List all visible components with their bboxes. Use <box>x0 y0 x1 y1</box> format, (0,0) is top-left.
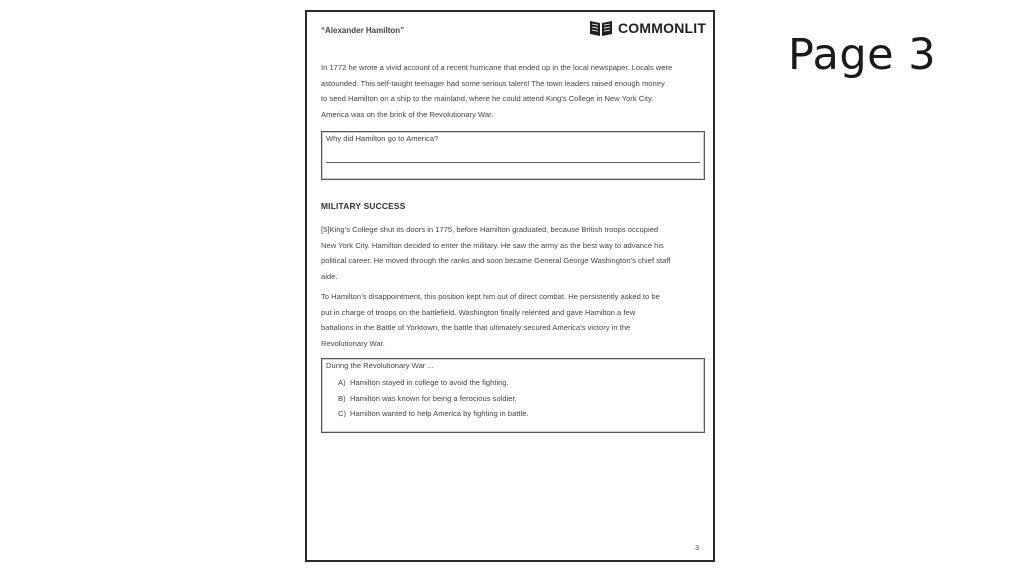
paragraph-3-line: Revolutionary War. <box>321 338 385 348</box>
choice-b[interactable] <box>322 391 704 407</box>
open-book-icon <box>589 19 613 37</box>
paragraph-2-line: aide. <box>321 271 338 281</box>
choice-letter: C) <box>338 409 347 418</box>
paragraph-3-line: To Hamilton’s disappointment, this position kept him out of direct combat. He persistently asked to be <box>321 292 660 301</box>
paragraph-1-line: astounded. This self-taught teenager had some serious talent! The town leaders raised enough money <box>321 78 665 88</box>
paragraph-3-line: put in charge of troops on the battlefield. Washington finally relented and gave Hamilton a few <box>321 307 636 317</box>
page-number: 3 <box>695 545 699 552</box>
choice-letter: B) <box>338 393 346 403</box>
choice-c[interactable] <box>322 406 704 422</box>
document-page <box>305 10 715 562</box>
choice-text: Hamilton was known for being a ferocious soldier. <box>350 393 517 403</box>
paragraph-2-line: New York City. Hamilton decided to enter the military. He saw the army as the best way to advance his <box>321 240 664 250</box>
choice-a[interactable] <box>322 375 704 391</box>
section-heading: MILITARY SUCCESS <box>321 201 406 211</box>
paragraph-1 <box>321 60 705 122</box>
choice-letter: A) <box>338 378 346 387</box>
slide-title: Page 3 <box>788 30 937 80</box>
choice-list <box>322 375 704 422</box>
question-1-box <box>321 131 705 180</box>
answer-line[interactable] <box>326 162 700 163</box>
paragraph-2 <box>321 222 705 284</box>
document-title: “Alexander Hamilton” <box>321 26 405 35</box>
commonlit-logo <box>589 18 706 38</box>
paragraph-3 <box>321 289 705 351</box>
choice-text: Hamilton stayed in college to avoid the fighting. <box>350 378 509 387</box>
question-2-box <box>321 358 705 433</box>
paragraph-1-line: America was on the brink of the Revolutionary War. <box>321 109 494 119</box>
question-1-prompt: Why did Hamilton go to America? <box>326 134 439 143</box>
choice-text: Hamilton wanted to help America by fighting in battle. <box>350 409 529 418</box>
question-2-prompt: During the Revolutionary War ... <box>326 361 434 370</box>
paragraph-3-line: battalions in the Battle of Yorktown, the battle that ultimately secured America’s victory in the <box>321 323 631 332</box>
paragraph-2-line: political career. He moved through the ranks and soon became General George Washington’s chief staff <box>321 256 671 265</box>
paragraph-2-line: [5]King’s College shut its doors in 1775, before Hamilton graduated, because British troops occupied <box>321 225 659 234</box>
logo-text: COMMONLIT <box>618 20 707 36</box>
paragraph-1-line: In 1772 he wrote a vivid account of a recent hurricane that ended up in the local newspaper. Locals were <box>321 63 673 72</box>
paragraph-1-line: to send Hamilton on a ship to the mainland, where he could attend King’s College in New York City. <box>321 94 654 103</box>
